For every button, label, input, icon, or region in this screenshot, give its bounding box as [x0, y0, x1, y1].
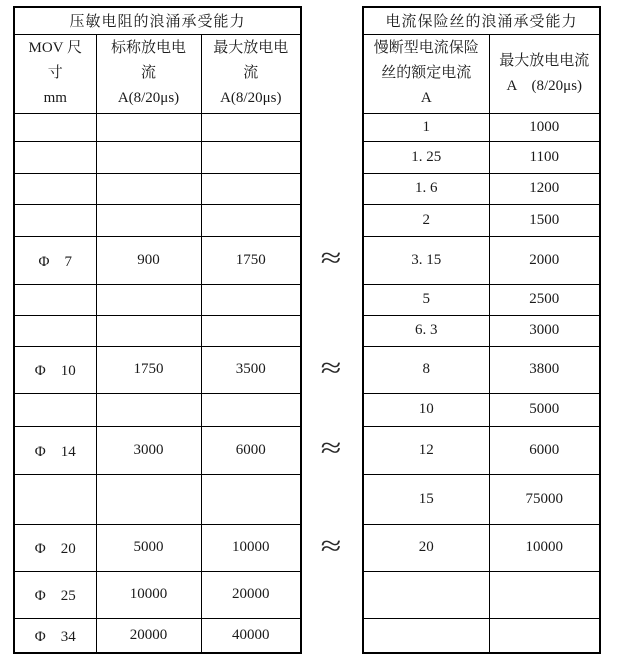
table-cell: Φ 10 [14, 346, 96, 393]
table-row [14, 393, 301, 426]
table-cell [201, 393, 301, 426]
table-cell [96, 393, 201, 426]
table-row [363, 236, 600, 284]
table-cell: 20000 [96, 618, 201, 653]
table-row [14, 315, 301, 346]
table-cell: Φ 20 [14, 524, 96, 571]
approx-equals-icon: ≈ [320, 243, 342, 274]
table-cell: 10 [363, 393, 489, 426]
table-cell [96, 474, 201, 524]
table-cell: 3. 15 [363, 236, 489, 284]
table-cell: 3000 [96, 426, 201, 474]
table-cell [14, 173, 96, 204]
table-row [14, 236, 301, 284]
table-cell: 2500 [489, 284, 600, 315]
table-row [363, 618, 600, 653]
table-row [14, 113, 301, 141]
table-cell: 6000 [489, 426, 600, 474]
table-cell: 1 [363, 113, 489, 141]
table-cell [96, 173, 201, 204]
table-row [363, 113, 600, 141]
table-cell: 40000 [201, 618, 301, 653]
table-cell: 1500 [489, 204, 600, 236]
table-cell [14, 141, 96, 173]
column-header [363, 34, 489, 113]
table-row [363, 426, 600, 474]
table-cell [96, 284, 201, 315]
header-line: A (8/20μs) [506, 77, 583, 94]
table-row [363, 315, 600, 346]
table-cell: 1000 [489, 113, 600, 141]
header-line: 标称放电电 [110, 40, 186, 56]
table-row [363, 474, 600, 524]
table-row [14, 426, 301, 474]
table-cell [96, 204, 201, 236]
table-title: 电流保险丝的浪涌承受能力 [363, 7, 600, 34]
table-cell: Φ 7 [14, 236, 96, 284]
mov-surge-capability-table [13, 6, 302, 654]
table-cell: 3000 [489, 315, 600, 346]
table-cell: Φ 34 [14, 618, 96, 653]
table-cell [363, 571, 489, 618]
header-line: 流 [140, 65, 156, 81]
table-cell: 900 [96, 236, 201, 284]
table-row [363, 524, 600, 571]
header-line: A(8/20μs) [220, 90, 282, 106]
table-cell: 75000 [489, 474, 600, 524]
header-line: 最大放电电流 [499, 52, 590, 69]
table-cell [201, 113, 301, 141]
table-row [14, 141, 301, 173]
table-cell: 10000 [201, 524, 301, 571]
table-cell [201, 284, 301, 315]
column-header [489, 34, 600, 113]
approx-equals-icon: ≈ [320, 433, 342, 464]
table-cell [14, 204, 96, 236]
table-cell: 20 [363, 524, 489, 571]
table-cell [201, 315, 301, 346]
table-cell: 10000 [96, 571, 201, 618]
table-cell [489, 571, 600, 618]
table-row [363, 346, 600, 393]
table-row [14, 618, 301, 653]
table-cell: 3500 [201, 346, 301, 393]
table-row [14, 173, 301, 204]
table-cell: 5 [363, 284, 489, 315]
header-line: mm [43, 90, 67, 106]
table-cell: 8 [363, 346, 489, 393]
table-cell: 1200 [489, 173, 600, 204]
approx-equals-icon: ≈ [320, 353, 342, 384]
column-header [96, 34, 201, 113]
table-cell: Φ 14 [14, 426, 96, 474]
fuse-surge-capability-table [362, 6, 601, 654]
table-cell [363, 618, 489, 653]
header-line: 慢断型电流保险 [373, 40, 479, 56]
table-row [363, 173, 600, 204]
header-line: 最大放电电 [213, 40, 289, 56]
table-row [14, 524, 301, 571]
header-line: MOV 尺 [28, 40, 82, 56]
table-cell: 5000 [96, 524, 201, 571]
table-cell: 6000 [201, 426, 301, 474]
table-cell: 12 [363, 426, 489, 474]
table-cell [14, 315, 96, 346]
table-cell [201, 204, 301, 236]
table-cell: 3800 [489, 346, 600, 393]
table-row [14, 571, 301, 618]
table-row [363, 204, 600, 236]
table-cell: 5000 [489, 393, 600, 426]
table-cell: 2000 [489, 236, 600, 284]
table-row [14, 284, 301, 315]
table-cell [96, 141, 201, 173]
header-line: A(8/20μs) [117, 90, 180, 106]
header-line: A [420, 90, 432, 106]
table-cell [201, 474, 301, 524]
table-cell: 6. 3 [363, 315, 489, 346]
table-row [363, 571, 600, 618]
table-cell [14, 393, 96, 426]
table-cell [201, 141, 301, 173]
table-cell: Φ 25 [14, 571, 96, 618]
table-row [363, 141, 600, 173]
header-line: 流 [243, 65, 259, 81]
table-cell: 1750 [201, 236, 301, 284]
table-cell [96, 113, 201, 141]
table-row [363, 393, 600, 426]
header-line: 丝的额定电流 [381, 65, 472, 81]
table-cell [489, 618, 600, 653]
table-cell [96, 315, 201, 346]
table-cell: 15 [363, 474, 489, 524]
table-cell [201, 173, 301, 204]
table-title: 压敏电阻的浪涌承受能力 [14, 7, 301, 34]
table-cell: 1. 25 [363, 141, 489, 173]
header-line: 寸 [47, 65, 63, 81]
table-cell: 1100 [489, 141, 600, 173]
table-row [14, 474, 301, 524]
table-row [14, 204, 301, 236]
table-cell [14, 474, 96, 524]
table-cell: 2 [363, 204, 489, 236]
table-cell [14, 284, 96, 315]
table-row [363, 284, 600, 315]
approx-equals-icon: ≈ [320, 531, 342, 562]
table-cell: 10000 [489, 524, 600, 571]
table-row [14, 346, 301, 393]
table-cell [14, 113, 96, 141]
table-cell: 1750 [96, 346, 201, 393]
table-cell: 20000 [201, 571, 301, 618]
table-cell: 1. 6 [363, 173, 489, 204]
column-header [14, 34, 96, 113]
column-header [201, 34, 301, 113]
